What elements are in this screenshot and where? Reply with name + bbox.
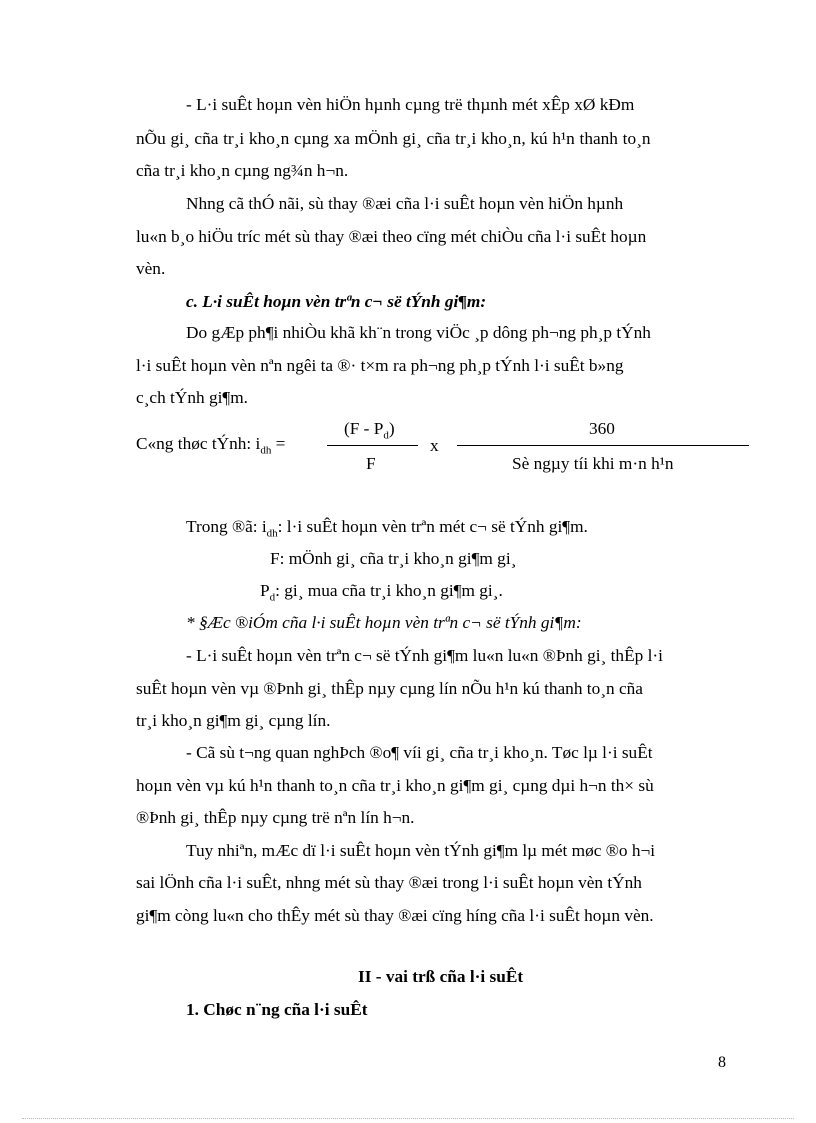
fraction-bar-left <box>327 445 418 446</box>
definition-line-1 <box>186 516 588 538</box>
formula-label-subscript: dh <box>260 444 272 457</box>
paragraph-2-line-3: vèn. <box>136 259 166 278</box>
page-bottom-dotted-border <box>22 1118 794 1119</box>
paragraph-2-line-2: lu«n b¸o hiÖu tríc mét sù thay ®æi theo cïng mét chiÒu cña l·i suÊt hoµn <box>136 227 647 246</box>
paragraph-3-line-2: l·i suÊt hoµn vèn nªn ngêi ta ®· t×m ra ph¬ng ph¸p tÝnh l·i suÊt b»ng <box>136 356 624 375</box>
definition-line-3-subscript: d <box>269 591 276 604</box>
formula-numerator-left-text: (F - P <box>344 419 384 438</box>
paragraph-1-line-2-text: nÕu gi¸ cña tr¸i kho¸n cµng xa mÖnh gi¸ cña tr¸i kho¸n, kú h¹n thanh to¸n <box>136 129 651 148</box>
paragraph-4-line-3: tr¸i kho¸n gi¶m gi¸ cµng lín. <box>136 711 331 730</box>
paragraph-1-line-2 <box>136 128 718 150</box>
formula-label-text: C«ng thøc tÝnh: i <box>136 434 261 453</box>
formula-numerator-left <box>344 418 395 440</box>
paragraph-1-line-3: cña tr¸i kho¸n cµng ng¾n h¬n. <box>136 161 349 180</box>
formula-numerator-left-close: ) <box>388 419 395 438</box>
paragraph-5-line-2: hoµn vèn vµ kú h¹n thanh to¸n cña tr¸i kho¸n gi¶m gi¸ cµng dµi h¬n th× sù <box>136 776 654 795</box>
definition-line-1-rest: : l·i suÊt hoµn vèn trªn mét c¬ së tÝnh gi¶m. <box>277 517 588 536</box>
paragraph-2-line-1: Nhng cã thÓ nãi, sù thay ®æi cña l·i suÊt hoµn vèn hiÖn hµnh <box>186 194 624 213</box>
paragraph-6-line-2: sai lÖnh cña l·i suÊt, nhng mét sù thay ®æi trong l·i suÊt hoµn vèn tÝnh <box>136 873 642 892</box>
features-heading: * §Æc ®iÓm cña l·i suÊt hoµn vèn trªn c¬ së tÝnh gi¶m: <box>186 613 582 632</box>
paragraph-3-line-1: Do gÆp ph¶i nhiÒu khã kh¨n trong viÖc ¸p dông ph¬ng ph¸p tÝnh <box>186 323 651 342</box>
definition-line-3 <box>260 580 503 602</box>
page-number: 8 <box>718 1054 726 1071</box>
definition-line-1-prefix: Trong ®ã: i <box>186 517 267 536</box>
section-c-heading: c. L·i suÊt hoµn vèn trªn c¬ së tÝnh gi¶m: <box>186 292 487 311</box>
definition-line-3-prefix: P <box>260 581 270 600</box>
paragraph-5-line-3: ®Þnh gi¸ thÊp nµy cµng trë nªn lín h¬n. <box>136 808 415 827</box>
paragraph-6-line-3: gi¶m còng lu«n cho thÊy mét sù thay ®æi cïng híng cña l·i suÊt hoµn vèn. <box>136 906 654 925</box>
paragraph-6-line-1: Tuy nhiªn, mÆc dï l·i suÊt hoµn vèn tÝnh gi¶m lµ mét møc ®o h¬i <box>186 841 656 860</box>
formula-numerator-left-subscript: d <box>383 429 389 442</box>
section-ii-heading: II - vai trß cña l·i suÊt <box>358 967 524 986</box>
paragraph-1-line-1: - L·i suÊt hoµn vèn hiÖn hµnh cµng trë thµnh mét xÊp xØ kÐm <box>186 95 635 114</box>
formula-denominator-left: F <box>366 454 376 473</box>
paragraph-3-line-3: c¸ch tÝnh gi¶m. <box>136 388 248 407</box>
formula-equals: = <box>271 434 286 453</box>
paragraph-4-line-1: - L·i suÊt hoµn vèn trªn c¬ së tÝnh gi¶m lu«n lu«n ®Þnh gi¸ thÊp l·i <box>186 646 663 665</box>
paragraph-4-line-2: suÊt hoµn vèn vµ ®Þnh gi¸ thÊp nµy cµng lín nÕu h¹n kú thanh to¸n cña <box>136 679 643 698</box>
definition-line-1-subscript: dh <box>266 527 278 540</box>
definition-line-2: F: mÖnh gi¸ cña tr¸i kho¸n gi¶m gi¸ <box>270 549 517 568</box>
subsection-1-heading: 1. Chøc n¨ng cña l·i suÊt <box>186 1000 368 1019</box>
formula-denominator-right: Sè ngµy tíi khi m·n h¹n <box>512 454 674 473</box>
fraction-bar-right <box>457 445 749 446</box>
formula-times-sign: x <box>430 436 439 455</box>
paragraph-5-line-1: - Cã sù t¬ng quan nghÞch ®o¶ víi gi¸ cña tr¸i kho¸n. Tøc lµ l·i suÊt <box>186 743 653 762</box>
formula-label <box>136 433 285 455</box>
formula-numerator-right: 360 <box>589 419 615 438</box>
definition-line-3-rest: : gi¸ mua cña tr¸i kho¸n gi¶m gi¸. <box>275 581 503 600</box>
